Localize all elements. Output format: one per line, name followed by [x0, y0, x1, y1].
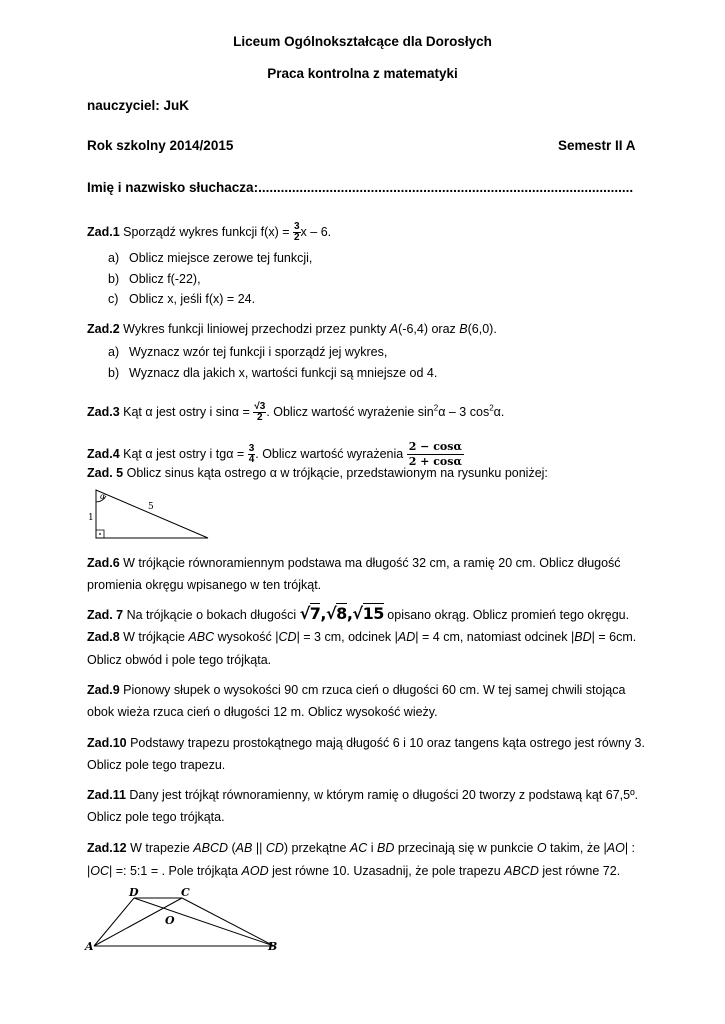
list-item-text: Oblicz x, jeśli f(x) = 24. [129, 292, 256, 306]
task-text: Na trójkącie o bokach długości [123, 608, 300, 622]
task-9 [87, 683, 625, 697]
school-year: Rok szkolny 2014/2015 [87, 138, 234, 153]
task-text: = . Pole trójkąta [150, 864, 242, 878]
task-text: x – 6. [300, 224, 332, 239]
segment-name: BD [377, 841, 395, 855]
root-value: 15 [362, 604, 384, 623]
fraction-numerator: 2 − cosα [408, 440, 462, 453]
task-3 [87, 402, 504, 423]
list-marker: b) [108, 366, 120, 380]
task-text: Oblicz sinus kąta ostrego α w trójkącie, przedstawionym na rysunku poniżej: [123, 466, 548, 480]
fraction-denominator: 2 [293, 232, 300, 243]
task-label: Zad.10 [87, 736, 127, 750]
list-marker: c) [108, 292, 119, 306]
task-4 [87, 440, 464, 469]
task-text: wysokość | [214, 630, 279, 644]
semester: Semestr II A [558, 138, 636, 153]
trapezoid-name: ABCD [193, 841, 229, 855]
list-item [108, 272, 119, 286]
alpha-label: α [100, 492, 106, 501]
task-label: Zad.8 [87, 630, 120, 644]
school-name: Liceum Ogólnokształcące dla Dorosłych [233, 34, 492, 49]
task-text: Kąt α jest ostry i tgα = [119, 446, 248, 461]
fraction-denominator: 2 [257, 412, 263, 423]
task-2 [87, 322, 497, 336]
task-label: Zad.6 [87, 556, 120, 570]
task-label: Zad.2 [87, 322, 120, 336]
task-text: Kąt α jest ostry i sinα = [119, 404, 254, 419]
task-text: Podstawy trapezu prostokątnego mają długość 6 i 10 oraz tangens kąta ostrego jest równy 3. [126, 736, 645, 750]
square-roots: √7,√8,√15 [299, 604, 384, 623]
right-angle-dot [99, 533, 101, 535]
task-text: α. [493, 404, 505, 419]
list-marker: a) [108, 251, 120, 265]
segment-name: AD [397, 630, 416, 644]
vertex-a: A [85, 940, 94, 953]
fraction-numerator: 3 [248, 443, 255, 454]
fraction [253, 402, 266, 423]
task-label: Zad. 5 [87, 466, 124, 480]
vertex-c: C [181, 886, 190, 899]
task-text: (6,0). [467, 322, 497, 336]
task-1 [87, 222, 331, 243]
task-text: Wykres funkcji liniowej przechodzi przez punkty [119, 322, 390, 336]
task-text: | : [624, 841, 636, 855]
task-text: | = 3 cm, odcinek | [296, 630, 398, 644]
list-item-text: Oblicz f(-22), [129, 272, 201, 286]
vertex-d: D [129, 886, 139, 899]
document-title: Praca kontrolna z matematyki [267, 66, 458, 81]
task-text: W trójkącie [119, 630, 189, 644]
task-label: Zad. 7 [87, 608, 124, 622]
task-text: jest równe 72. [538, 864, 621, 878]
task-text: przecinają się w punkcie [394, 841, 537, 855]
task-label: Zad.1 [87, 224, 120, 239]
task-label: Zad.12 [87, 841, 127, 855]
task-text: | =: 5:1 [109, 864, 151, 878]
list-marker: b) [108, 272, 120, 286]
triangle-name: AOD [241, 864, 269, 878]
task-text: i [367, 841, 377, 855]
task-text-line2: Oblicz pole tego trójkąta. [87, 810, 225, 824]
side-ad [94, 898, 134, 946]
segment-name: BD [574, 630, 592, 644]
list-item [108, 292, 118, 306]
task-text: | [87, 864, 91, 878]
fraction-denominator: 2 + cosα [408, 455, 462, 468]
task-12-line2 [87, 864, 620, 878]
segment-name: AO [606, 841, 625, 855]
task-text-line2: Oblicz pole tego trapezu. [87, 758, 226, 772]
trapezoid-name: ABCD [504, 864, 539, 878]
task-5 [87, 466, 548, 480]
list-item-text: Wyznacz dla jakich x, wartości funkcji są mniejsze od 4. [129, 366, 438, 380]
list-marker: a) [108, 345, 120, 359]
task-label: Zad.4 [87, 446, 120, 461]
segment-name: CD [278, 630, 297, 644]
list-item-text: Wyznacz wzór tej funkcji i sporządź jej wykres, [129, 345, 388, 359]
exponent: 2 [489, 403, 494, 413]
task-text: Pionowy słupek o wysokości 90 cm rzuca cień o długości 60 cm. W tej samej chwili stojąca [119, 683, 626, 697]
task-label: Zad.11 [87, 788, 126, 802]
right-triangle-figure [86, 486, 216, 542]
task-7 [87, 604, 629, 623]
side-label-5: 5 [148, 502, 154, 512]
task-label: Zad.9 [87, 683, 120, 697]
list-item [108, 251, 119, 265]
triangle-name: ABC [188, 630, 215, 644]
task-text: . Oblicz wartość wyrażenia [255, 446, 407, 461]
fraction-numerator: √3 [254, 401, 266, 412]
task-text: || [252, 841, 266, 855]
exponent: 2 [433, 403, 439, 413]
task-text: takim, że | [546, 841, 607, 855]
segment-name: CD [265, 841, 284, 855]
segment-name: AC [349, 841, 368, 855]
fraction [293, 222, 301, 243]
task-11 [87, 788, 638, 802]
task-text-line2: obok wieża rzuca cień o długości 12 m. Oblicz wysokość wieży. [87, 705, 438, 719]
task-text: α – 3 cos [438, 404, 490, 419]
task-text: ) przekątne [283, 841, 350, 855]
expression-fraction [407, 440, 464, 469]
task-text: (-6,4) oraz [398, 322, 460, 336]
task-text-line2: promienia okręgu wpisanego w ten trójkąt. [87, 578, 322, 592]
task-text: opisano okrąg. Oblicz promień tego okręgu. [383, 608, 630, 622]
task-10 [87, 736, 645, 750]
task-12 [87, 841, 635, 855]
task-label: Zad.3 [87, 404, 120, 419]
task-text-line2: Oblicz obwód i pole tego trójkąta. [87, 653, 272, 667]
segment-name: AB [235, 841, 253, 855]
fraction-denominator: 4 [248, 454, 255, 465]
segment-name: OC [90, 864, 109, 878]
list-item-text: Oblicz miejsce zerowe tej funkcji, [129, 251, 313, 265]
point-label: O [536, 841, 547, 855]
side-bc [182, 898, 274, 946]
teacher-line: nauczyciel: JuK [87, 98, 190, 113]
task-text: . Oblicz wartość wyrażenie sin [266, 404, 434, 419]
side-label-1: 1 [88, 513, 94, 523]
point-o: O [165, 914, 175, 927]
task-6 [87, 556, 621, 570]
diagonal-bd [134, 898, 274, 946]
task-text: ( [228, 841, 236, 855]
task-text: W trójkącie równoramiennym podstawa ma długość 32 cm, a ramię 20 cm. Oblicz długość [119, 556, 621, 570]
task-text: | = 4 cm, natomiast odcinek | [415, 630, 575, 644]
task-text: Sporządź wykres funkcji f(x) = [119, 224, 293, 239]
root-value: 7 [309, 604, 321, 623]
student-name-field: Imię i nazwisko słuchacza:.................................................................................................... [87, 180, 634, 195]
point-label: A [389, 322, 399, 336]
task-text: | = 6cm. [591, 630, 637, 644]
task-8 [87, 630, 636, 644]
task-text: W trapezie [126, 841, 194, 855]
root-value: 8 [336, 604, 347, 623]
trapezoid-figure [84, 884, 284, 956]
task-text: Dany jest trójkąt równoramienny, w którym ramię o długości 20 tworzy z podstawą kąt 67,5º. [125, 788, 639, 802]
task-text: jest równe 10. Uzasadnij, że pole trapezu [268, 864, 505, 878]
point-label: B [459, 322, 468, 336]
fraction-numerator: 3 [293, 221, 300, 232]
vertex-b: B [268, 940, 278, 953]
